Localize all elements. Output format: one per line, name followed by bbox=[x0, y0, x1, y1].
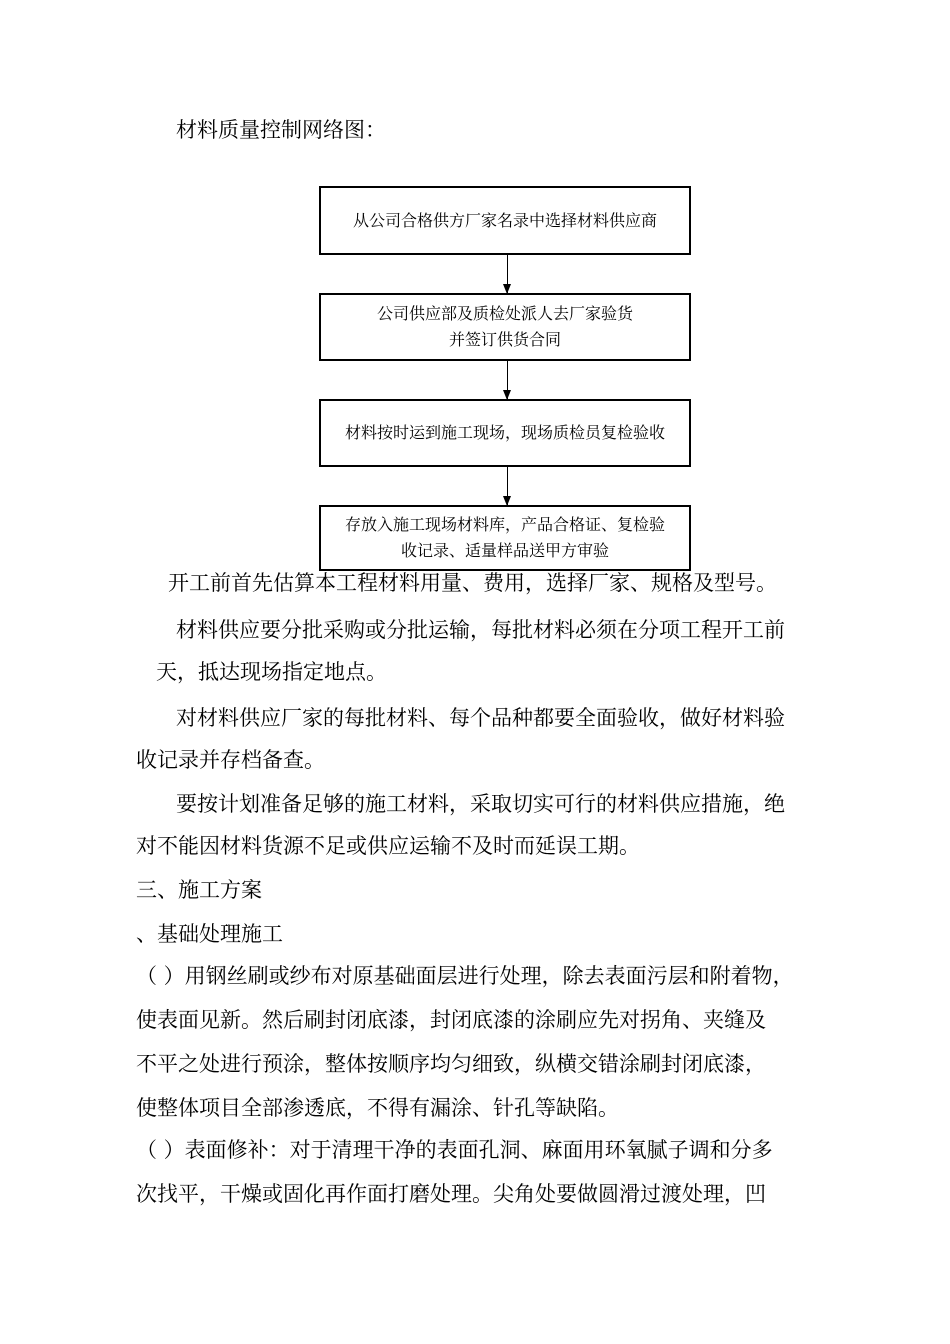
paragraph-4-line-1: 要按计划准备足够的施工材料，采取切实可行的材料供应措施，绝 bbox=[176, 792, 785, 816]
flowchart-step-3-text: 材料按时运到施工现场，现场质检员复检验收 bbox=[344, 423, 665, 442]
flowchart-arrow-3 bbox=[507, 465, 508, 505]
paragraph-2-line-2: 天，抵达现场指定地点。 bbox=[156, 660, 387, 684]
flowchart-step-4-line-2: 收记录、适量样品送甲方审验 bbox=[400, 541, 609, 560]
section-3-heading: 三、施工方案 bbox=[136, 878, 262, 902]
flowchart-step-4 bbox=[319, 505, 691, 571]
paragraph-2-line-1: 材料供应要分批采购或分批运输，每批材料必须在分项工程开工前 bbox=[176, 618, 785, 642]
paragraph-1: 开工前首先估算本工程材料用量、费用，选择厂家、规格及型号。 bbox=[168, 571, 777, 595]
flowchart-step-3 bbox=[319, 399, 691, 467]
paragraph-4-line-2: 对不能因材料货源不足或供应运输不及时而延误工期。 bbox=[136, 834, 640, 858]
flowchart-step-2-line-1: 公司供应部及质检处派人去厂家验货 bbox=[376, 304, 633, 323]
item-1-line-2: 使表面见新。然后刷封闭底漆，封闭底漆的涂刷应先对拐角、夹缝及 bbox=[136, 1008, 766, 1032]
paragraph-3-line-1: 对材料供应厂家的每批材料、每个品种都要全面验收，做好材料验 bbox=[176, 706, 785, 730]
item-1-line-4: 使整体项目全部渗透底，不得有漏涂、针孔等缺陷。 bbox=[136, 1096, 619, 1120]
item-2-line-1: （ ）表面修补：对于清理干净的表面孔洞、麻面用环氧腻子调和分多 bbox=[136, 1138, 773, 1162]
subsection-1-heading: 、基础处理施工 bbox=[136, 922, 283, 946]
flowchart-step-4-line-1: 存放入施工现场材料库，产品合格证、复检验 bbox=[344, 515, 665, 534]
item-1-line-3: 不平之处进行预涂，整体按顺序均匀细致，纵横交错涂刷封闭底漆， bbox=[136, 1052, 766, 1076]
flowchart-step-1-text: 从公司合格供方厂家名录中选择材料供应商 bbox=[352, 210, 657, 230]
item-2-line-2: 次找平，干燥或固化再作面打磨处理。尖角处要做圆滑过渡处理，凹 bbox=[136, 1182, 766, 1206]
flowchart-arrow-2 bbox=[507, 359, 508, 399]
item-1-line-1: （ ）用钢丝刷或纱布对原基础面层进行处理，除去表面污层和附着物， bbox=[136, 964, 794, 988]
page-heading: 材料质量控制网络图： bbox=[176, 118, 386, 142]
flowchart-step-2 bbox=[319, 293, 691, 361]
flowchart-step-1 bbox=[319, 186, 691, 255]
flowchart-arrow-1 bbox=[507, 253, 508, 293]
paragraph-3-line-2: 收记录并存档备查。 bbox=[136, 748, 325, 772]
flowchart-step-2-line-2: 并签订供货合同 bbox=[448, 330, 561, 349]
